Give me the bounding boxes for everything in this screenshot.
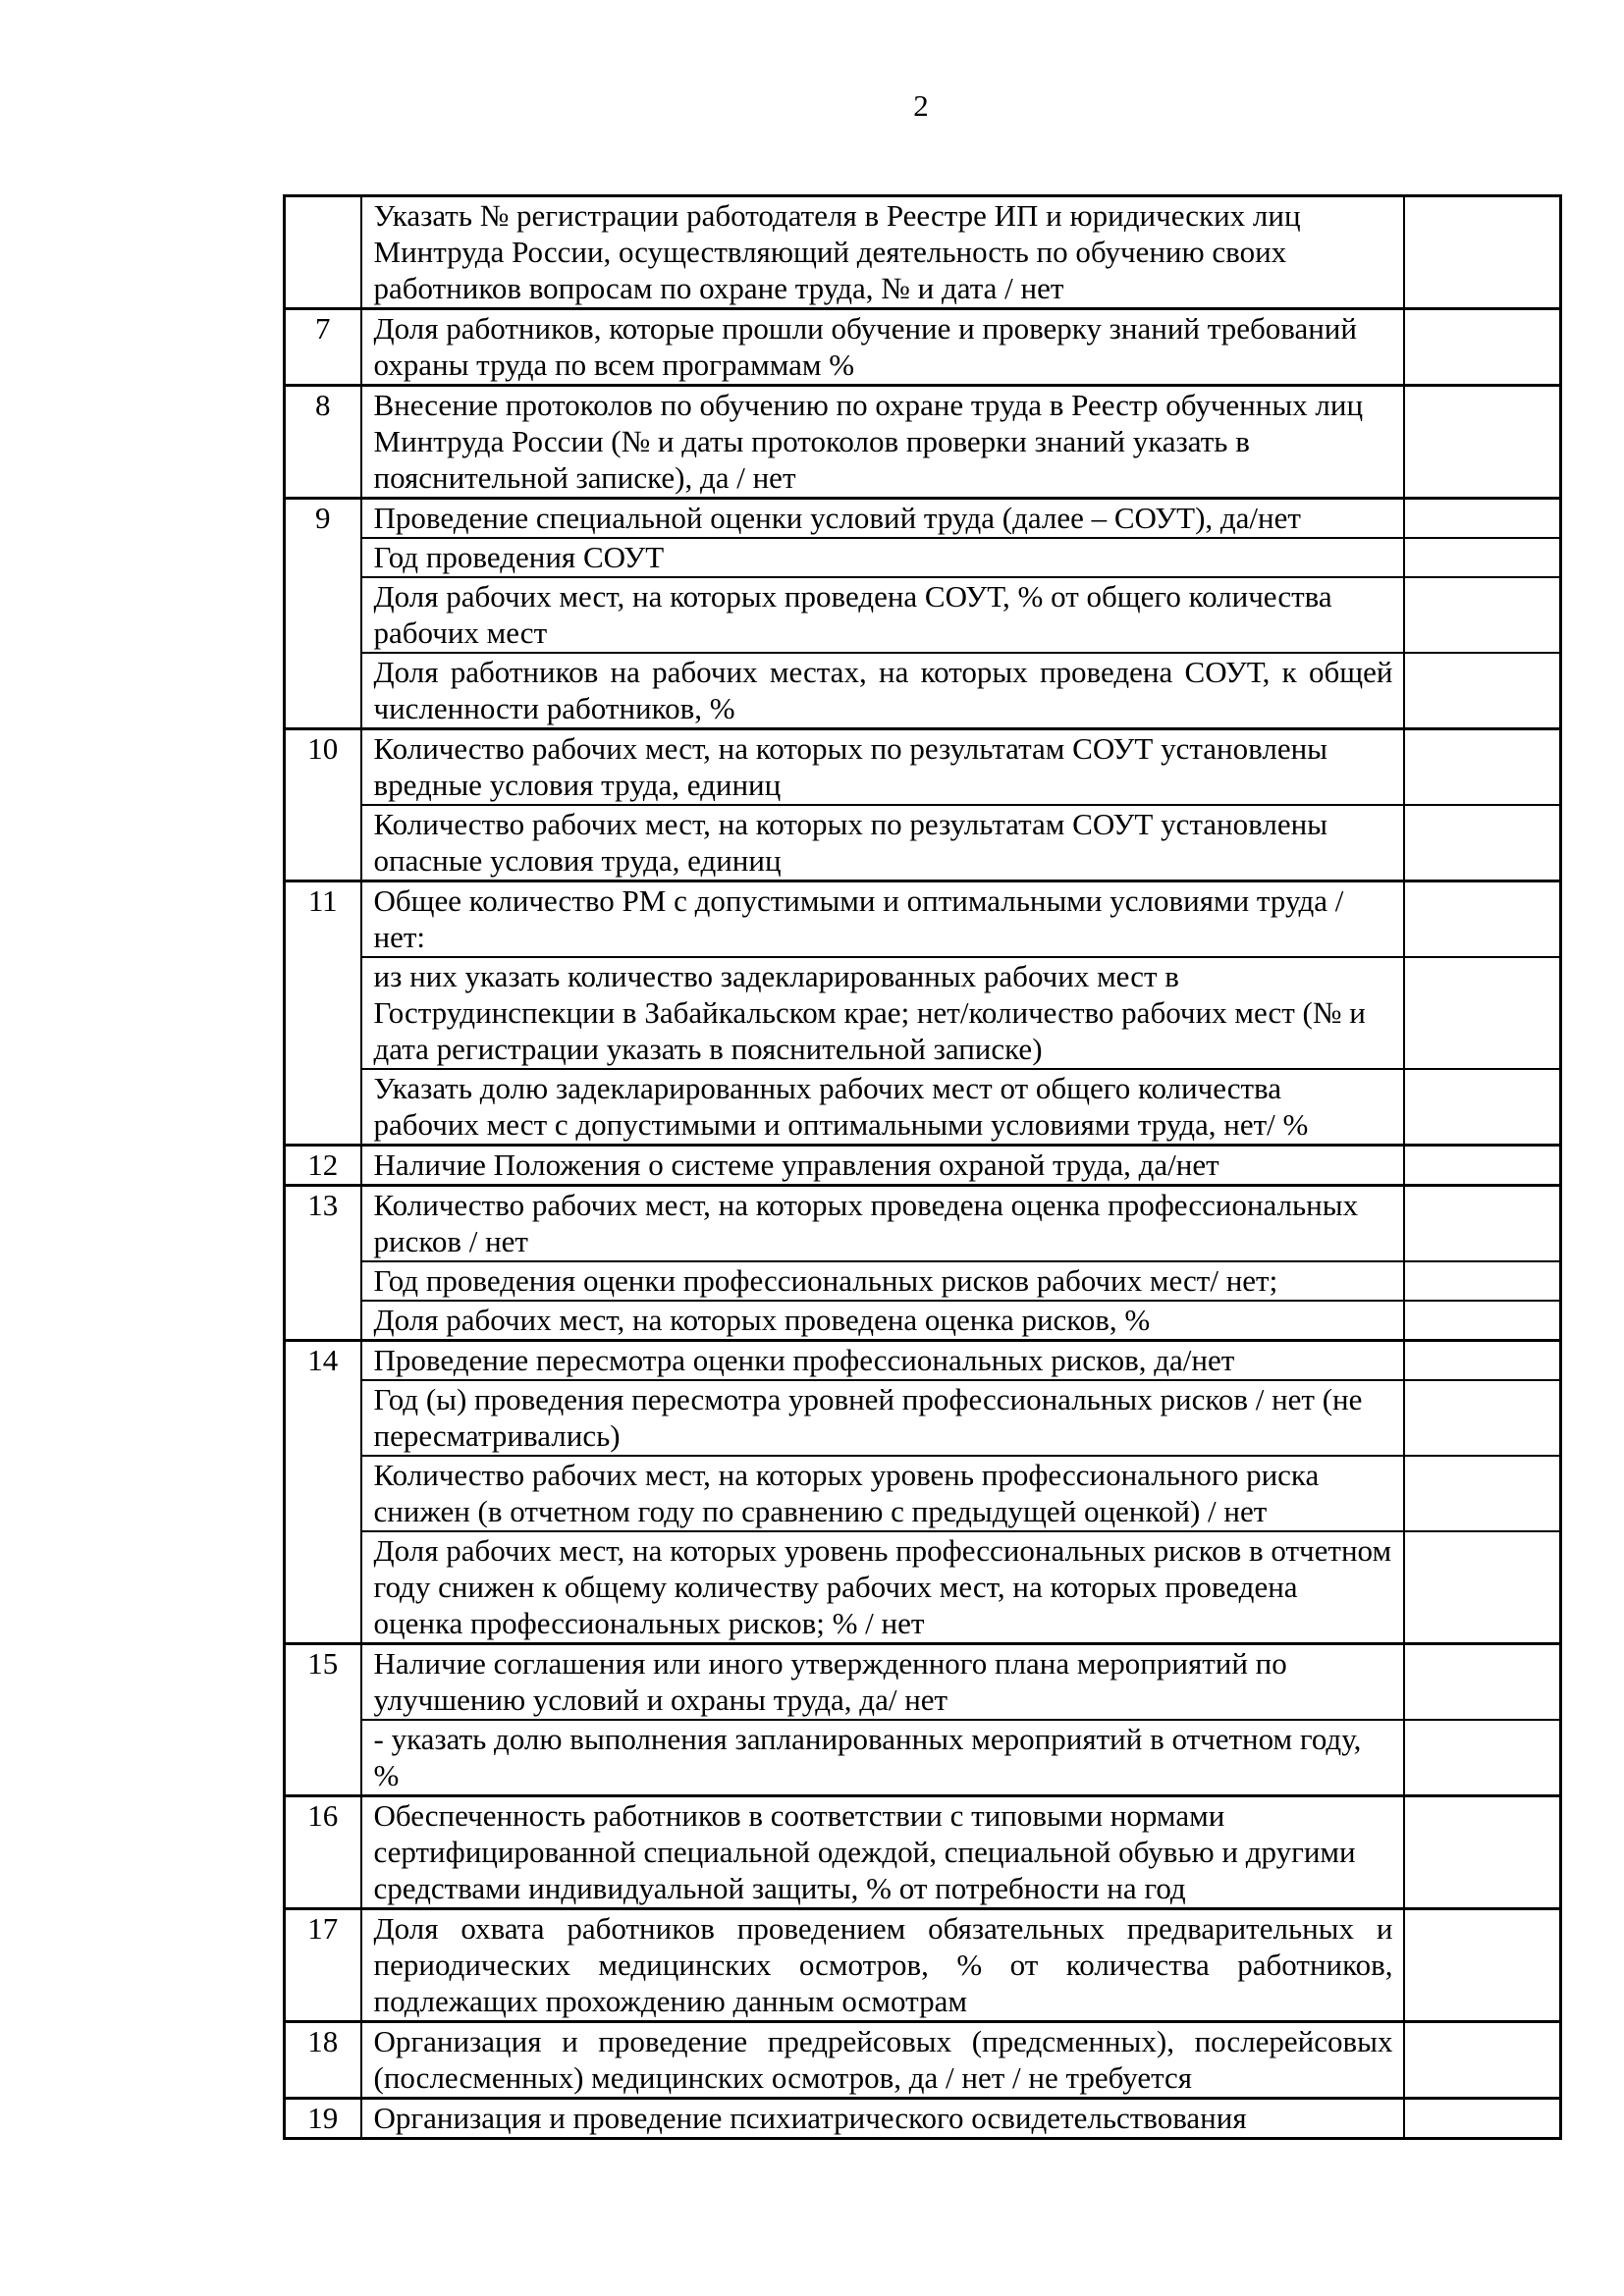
table-row (285, 1644, 1561, 1721)
value-cell (1404, 499, 1561, 539)
indicator-text-cell: Обеспеченность работников в соответствии с типовыми нормами сертифицированной специальной одеждой, специальной обувью и другими средствами индивидуальной защиты, % от потребности на год (361, 1796, 1404, 1909)
table-row (285, 538, 1561, 577)
indicator-text-cell: Количество рабочих мест, на которых по результатам СОУТ установлены вредные условия труда, единиц (361, 729, 1404, 806)
indicator-text-cell: Год проведения оценки профессиональных рисков рабочих мест/ нет; (361, 1261, 1404, 1301)
table-row (285, 729, 1561, 806)
value-cell (1404, 1341, 1561, 1381)
table-row (285, 499, 1561, 539)
table-row (285, 881, 1561, 958)
indicator-text-cell: Проведение пересмотра оценки профессиональных рисков, да/нет (361, 1341, 1404, 1381)
table-row (285, 309, 1561, 386)
row-number-cell: 12 (285, 1146, 361, 1186)
indicator-text-cell: Количество рабочих мест, на которых проведена оценка профессиональных рисков / нет (361, 1186, 1404, 1262)
table-row (285, 386, 1561, 499)
value-cell (1404, 309, 1561, 386)
table-row (285, 957, 1561, 1069)
indicator-text-cell: Доля рабочих мест, на которых проведена оценка рисков, % (361, 1301, 1404, 1341)
table-row (285, 2022, 1561, 2099)
value-cell (1404, 2022, 1561, 2099)
table-row (285, 1380, 1561, 1456)
indicator-text-cell: Доля рабочих мест, на которых проведена СОУТ, % от общего количества рабочих мест (361, 577, 1404, 653)
value-cell (1404, 2099, 1561, 2139)
indicator-text-cell: Проведение специальной оценки условий труда (далее – СОУТ), да/нет (361, 499, 1404, 539)
indicator-text-cell: Год проведения СОУТ (361, 538, 1404, 577)
table-row (285, 2099, 1561, 2139)
value-cell (1404, 1909, 1561, 2022)
row-number-cell: 18 (285, 2022, 361, 2099)
indicator-text-cell: из них указать количество задекларированных рабочих мест в Гострудинспекции в Забайкальском крае; нет/количество рабочих мест (№ и дата регистрации указать в пояснительной записке) (361, 957, 1404, 1069)
row-number-cell: 17 (285, 1909, 361, 2022)
indicators-table (283, 194, 1562, 2140)
value-cell (1404, 538, 1561, 577)
page-number: 2 (913, 88, 929, 123)
table-row (285, 1796, 1561, 1909)
value-cell (1404, 1531, 1561, 1644)
value-cell (1404, 881, 1561, 958)
indicator-text-cell: Внесение протоколов по обучению по охране труда в Реестр обученных лиц Минтруда России (№ и даты протоколов проверки знаний указать в пояснительной записке), да / нет (361, 386, 1404, 499)
indicator-text-cell: Организация и проведение психиатрического освидетельствования (361, 2099, 1404, 2139)
indicator-text-cell: Количество рабочих мест, на которых по результатам СОУТ установлены опасные условия труда, единиц (361, 805, 1404, 881)
value-cell (1404, 1069, 1561, 1146)
row-number-cell: 9 (285, 499, 361, 729)
indicator-text-cell: Наличие соглашения или иного утвержденного плана мероприятий по улучшению условий и охраны труда, да/ нет (361, 1644, 1404, 1721)
table-row (285, 1909, 1561, 2022)
row-number-cell: 10 (285, 729, 361, 881)
indicator-text-cell: Год (ы) проведения пересмотра уровней профессиональных рисков / нет (не пересматривались) (361, 1380, 1404, 1456)
table-row (285, 1531, 1561, 1644)
table-row (285, 1261, 1561, 1301)
indicator-text-cell: Доля работников, которые прошли обучение и проверку знаний требований охраны труда по всем программам % (361, 309, 1404, 386)
table-row (285, 196, 1561, 309)
table-row (285, 1456, 1561, 1531)
row-number-cell: 19 (285, 2099, 361, 2139)
value-cell (1404, 1644, 1561, 1721)
row-number-cell (285, 196, 361, 309)
value-cell (1404, 1720, 1561, 1796)
value-cell (1404, 957, 1561, 1069)
indicator-text-cell: Организация и проведение предрейсовых (предсменных), послерейсовых (послесменных) медицинских осмотров, да / нет / не требуется (361, 2022, 1404, 2099)
value-cell (1404, 1146, 1561, 1186)
indicator-text-cell: Общее количество РМ с допустимыми и оптимальными условиями труда / нет: (361, 881, 1404, 958)
indicator-text-cell: Наличие Положения о системе управления охраной труда, да/нет (361, 1146, 1404, 1186)
value-cell (1404, 1261, 1561, 1301)
value-cell (1404, 196, 1561, 309)
value-cell (1404, 1796, 1561, 1909)
value-cell (1404, 1380, 1561, 1456)
row-number-cell: 16 (285, 1796, 361, 1909)
table-row (285, 1186, 1561, 1262)
table-row (285, 1720, 1561, 1796)
indicators-table-body (285, 196, 1561, 2139)
table-row (285, 805, 1561, 881)
value-cell (1404, 1301, 1561, 1341)
row-number-cell: 8 (285, 386, 361, 499)
table-row (285, 653, 1561, 729)
row-number-cell: 14 (285, 1341, 361, 1644)
table-row (285, 577, 1561, 653)
indicator-text-cell: Указать № регистрации работодателя в Реестре ИП и юридических лиц Минтруда России, осуществляющий деятельность по обучению своих работников вопросам по охране труда, № и дата / нет (361, 196, 1404, 309)
row-number-cell: 11 (285, 881, 361, 1146)
value-cell (1404, 1186, 1561, 1262)
indicator-text-cell: Доля рабочих мест, на которых уровень профессиональных рисков в отчетном году снижен к общему количеству рабочих мест, на которых проведена оценка профессиональных рисков; % / нет (361, 1531, 1404, 1644)
table-row (285, 1341, 1561, 1381)
row-number-cell: 7 (285, 309, 361, 386)
table-row (285, 1301, 1561, 1341)
indicator-text-cell: Указать долю задекларированных рабочих мест от общего количества рабочих мест с допустимыми и оптимальными условиями труда, нет/ % (361, 1069, 1404, 1146)
indicator-text-cell: Доля работников на рабочих местах, на которых проведена СОУТ, к общей численности работников, % (361, 653, 1404, 729)
value-cell (1404, 653, 1561, 729)
value-cell (1404, 729, 1561, 806)
row-number-cell: 15 (285, 1644, 361, 1796)
table-row (285, 1146, 1561, 1186)
indicator-text-cell: - указать долю выполнения запланированных мероприятий в отчетном году, % (361, 1720, 1404, 1796)
value-cell (1404, 386, 1561, 499)
indicator-text-cell: Доля охвата работников проведением обязательных предварительных и периодических медицинских осмотров, % от количества работников, подлежащих прохождению данным осмотрам (361, 1909, 1404, 2022)
value-cell (1404, 577, 1561, 653)
value-cell (1404, 1456, 1561, 1531)
table-row (285, 1069, 1561, 1146)
indicator-text-cell: Количество рабочих мест, на которых уровень профессионального риска снижен (в отчетном году по сравнению с предыдущей оценкой) / нет (361, 1456, 1404, 1531)
value-cell (1404, 805, 1561, 881)
row-number-cell: 13 (285, 1186, 361, 1341)
